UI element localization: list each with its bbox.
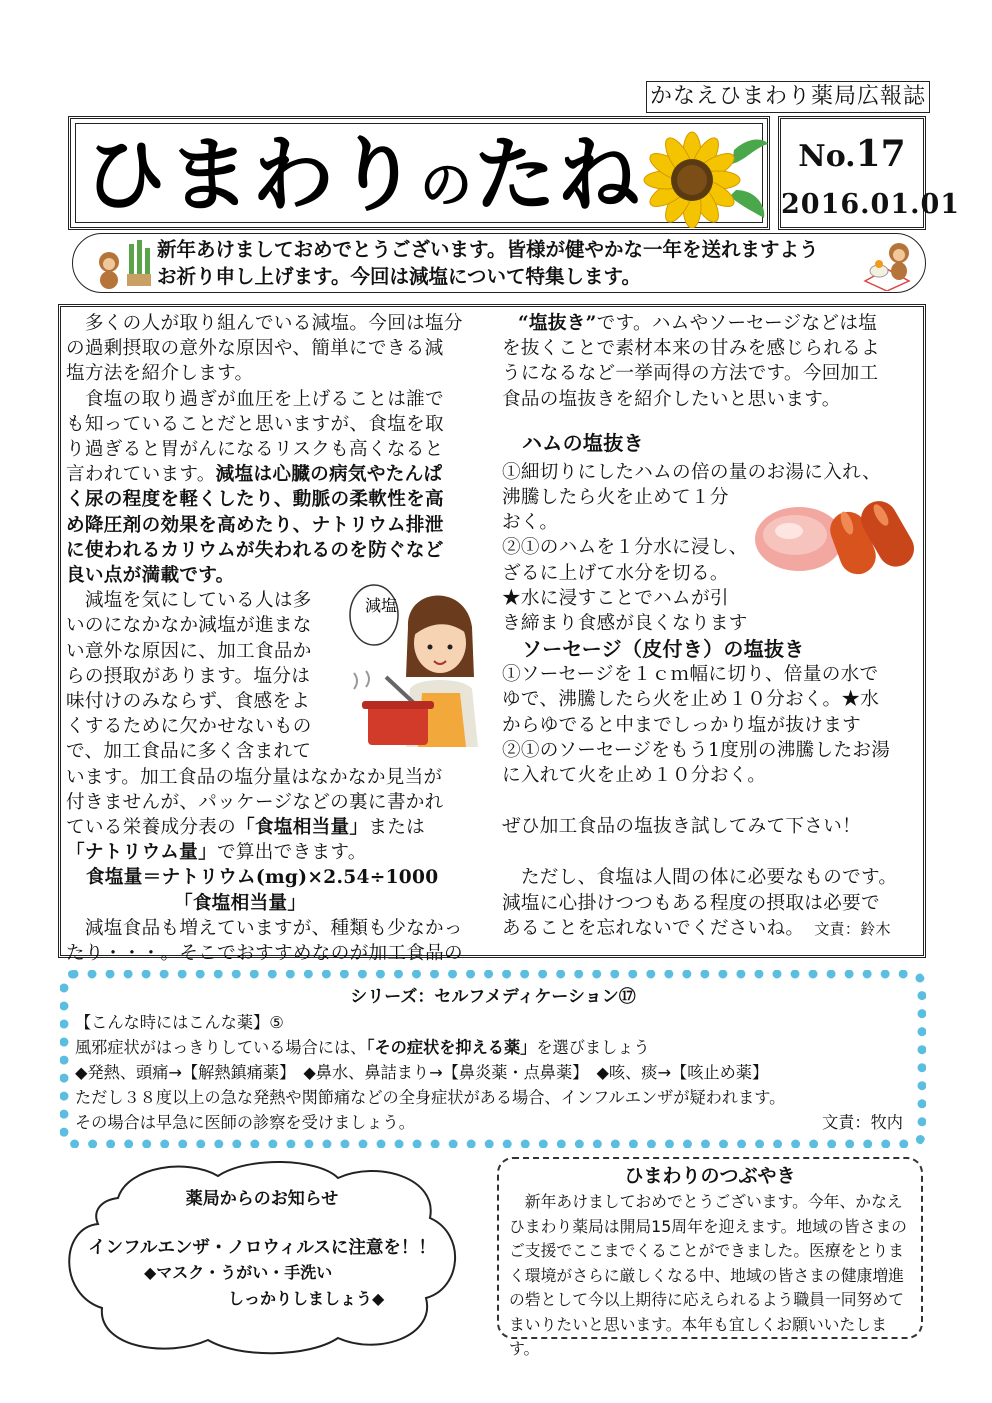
series-line: ただし３８度以上の急な発熱や関節痛などの全身症状がある場合、インフルエンザが疑われます。 [75, 1088, 786, 1107]
himawari-tweet [497, 1157, 923, 1358]
sausage-step: からゆでると中までしっかり塩が抜けます [502, 714, 861, 736]
highlight-line: 良い点が満載です。 [66, 565, 235, 587]
intro-line: 塩方法を紹介します。 [66, 363, 254, 385]
body-line: うになるなど一挙両得の方法です。今回加工 [502, 363, 879, 385]
ham-step: 沸騰したら火を止めて１分 [502, 487, 729, 509]
woman-cooking-illustration [346, 577, 486, 747]
body-line: 味付けのみならず、食感をよ [66, 691, 311, 713]
ham-heading: ハムの塩抜き [522, 430, 644, 455]
notice-headline: インフルエンザ・ノロウィルスに注意を！！ [88, 1238, 436, 1258]
sausage-step: ①ソーセージを１ｃｍ幅に切り、倍量の水で [502, 664, 879, 686]
body-line: らの摂取があります。塩分は [66, 665, 311, 687]
salt-removal-term: “塩抜き” [518, 313, 597, 334]
monkey-kadomatsu-icon [93, 238, 153, 290]
greeting-line-2: お祈り申し上げます。今回は減塩について特集します。 [157, 265, 641, 288]
series-line: ◆発熱、頭痛→【解熱鎮痛薬】 ◆鼻水、鼻詰まり→【鼻炎薬・点鼻薬】 ◆咳、痰→【咳止め薬】 [75, 1063, 769, 1082]
body-line: いのになかなか減塩が進まな [66, 615, 312, 637]
intro-line: 多くの人が取り組んでいる減塩。今回は塩分 [66, 313, 463, 334]
body-line: 付きませんが、パッケージなどの裏に書かれ [66, 791, 444, 813]
issue-date: 2016.01.01 [781, 189, 961, 220]
term-sodium: 「ナトリウム量」 [66, 842, 217, 864]
closing-line: 減塩に心掛けつつもある程度の摂取は必要で [502, 892, 880, 914]
body-line: 食品の塩抜きを紹介したいと思います。 [502, 388, 841, 410]
sausage-step: ゆで、沸騰したら火を止め１０分おく。★水 [502, 689, 880, 711]
ham-step: ①細切りにしたハムの倍の量のお湯に入れ、 [502, 461, 881, 483]
monkey-mochi-icon [857, 237, 917, 291]
illustration-label: 減塩 [365, 596, 398, 615]
body-text: です。ハムやソーセージなどは塩 [596, 313, 878, 334]
series-line: 風邪症状がはっきりしている場合には、「その症状を抑える薬」を選びましょう [75, 1038, 650, 1057]
sausage-step: に入れて火を止め１０分おく。 [502, 765, 767, 787]
body-line: い意外な原因に、加工食品か [66, 640, 312, 662]
body-line: 減塩を気にしている人は多 [66, 590, 312, 612]
closing-line: あることを忘れないでくださいね。 [502, 917, 805, 939]
issue-box [778, 116, 961, 230]
series-line: その場合は早急に医師の診察を受けましょう。 文責：牧内 [75, 1110, 911, 1135]
closing-line: ただし、食塩は人間の体に必要なものです。 [502, 867, 898, 889]
body-line: で、加工食品に多く含まれて [66, 741, 312, 763]
body-line: くするために欠かせないもの [66, 716, 312, 738]
body-line: 食塩の取り過ぎが血圧を上げることは誰で [66, 388, 444, 410]
series-title: シリーズ：セルフメディケーション⑰ [350, 987, 636, 1007]
article-right-column [502, 311, 922, 942]
salt-formula-result: 「食塩相当量」 [174, 892, 307, 914]
main-article [58, 304, 926, 965]
series-author: 文責：牧内 [822, 1113, 903, 1132]
greeting-banner [72, 233, 926, 293]
ham-step: ②①のハムを１分水に浸し、 [502, 537, 748, 559]
notice-line-2: しっかりしましょう◆ [228, 1289, 385, 1308]
tweet-text: 新年あけましておめでとうございます。今年、かなえひまわり薬局は開局15周年を迎えます。地域の皆さまのご支援でここまでくることができました。医療をとりまく環境がさらに厳しくなる中、地域の皆さまの健康増進の砦として今以上期待に応えられるよう職員一同努めてまいりたいと思います。本年も宜しくお願いいたします。 [509, 1192, 907, 1358]
intro-line: の過剰摂取の意外な原因や、簡単にできる減 [66, 338, 444, 360]
ham-step: おく。 [502, 512, 559, 534]
ham-step: ★水に浸すことでハムが引 [502, 587, 729, 609]
greeting-line-1: 新年あけましておめでとうございます。皆様が健やかな一年を送れますよう [157, 238, 819, 261]
body-line: り過ぎると胃がんになるリスクも高くなると [66, 439, 444, 461]
notice-line-1: ◆マスク・うがい・手洗い [144, 1263, 333, 1282]
body-text: 言われています。 [66, 464, 216, 486]
tweet-title: ひまわりのつぶやき [624, 1165, 796, 1187]
body-line: 減塩食品も増えていますが、種類も少なかっ [66, 917, 463, 939]
body-text: または [368, 817, 425, 839]
body-line: も知っていることだと思いますが、食塩を取 [66, 413, 444, 435]
masthead [68, 116, 770, 230]
ham-sausage-illustration [751, 493, 921, 583]
article-author: 文責：鈴木 [814, 919, 891, 938]
ham-step: ざるに上げて水分を切る。 [502, 562, 729, 584]
issue-number: No.17 [798, 133, 906, 175]
highlight-line: に使われるカリウムが失われるのを防ぐなど [66, 539, 444, 561]
closing-try: ぜひ加工食品の塩抜き試してみて下さい！ [502, 816, 861, 838]
body-line: たり・・・。そこでおすすめなのが加工食品の [66, 943, 463, 965]
salt-formula: 食塩量＝ナトリウム(mg)×2.54÷1000 [86, 867, 439, 889]
body-line: います。加工食品の塩分量はなかなか見当が [66, 766, 443, 788]
highlight-line: め降圧剤の効果を高めたり、ナトリウム排泄 [66, 514, 444, 536]
term-salt-equivalent: 「食塩相当量」 [236, 817, 369, 839]
ham-step: き締まり食感が良くなります [502, 613, 748, 635]
highlight-text: 減塩は心臓の病気やたんぱ [215, 464, 443, 486]
series-bold-phrase: 「その症状を抑える薬」 [366, 1038, 537, 1057]
sunflower-icon [634, 130, 770, 228]
body-text: ている栄養成分表の [66, 817, 237, 839]
sausage-heading: ソーセージ（皮付き）の塩抜き [522, 637, 805, 662]
highlight-line: く尿の程度を軽くしたり、動脈の柔軟性を高 [66, 489, 444, 511]
newsletter-title: ひまわりのたね [84, 128, 643, 223]
series-line: 【こんな時にはこんな薬】⑤ [75, 1013, 284, 1032]
self-medication-series [60, 970, 926, 1148]
sausage-step: ②①のソーセージをもう1度別の沸騰したお湯 [502, 739, 891, 761]
pharmacy-notice [58, 1158, 466, 1358]
body-line: を抜くことで素材本来の甘みを感じられるよ [502, 338, 880, 360]
notice-title: 薬局からのお知らせ [185, 1189, 339, 1209]
publication-label: かなえひまわり薬局広報誌 [646, 81, 930, 113]
body-text: で算出できます。 [216, 842, 367, 864]
